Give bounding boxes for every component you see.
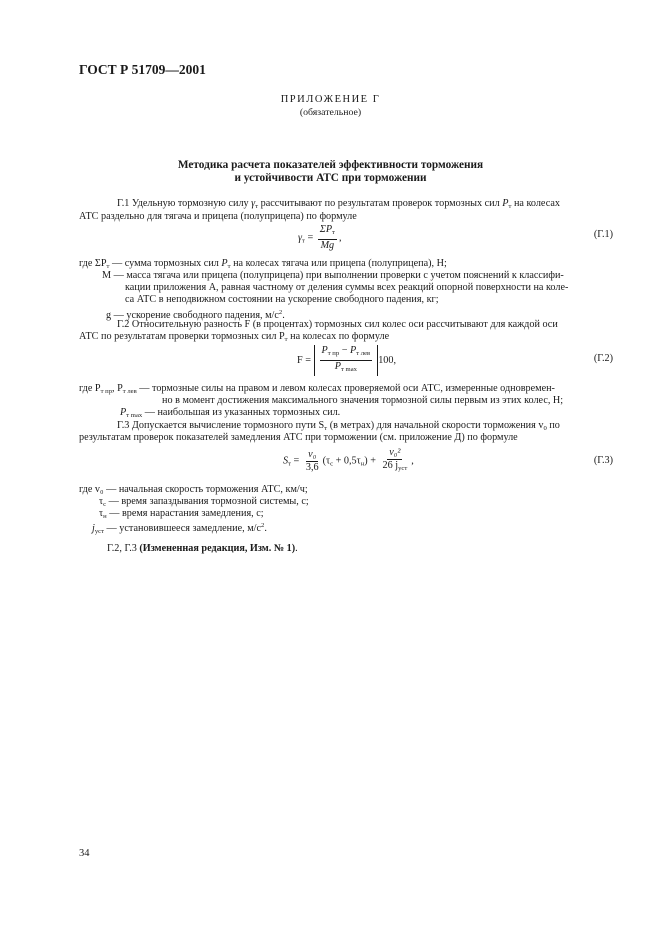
equation-g3-fraction-2: $\frac{\text{v₀²}}{26 j_{уст}}$: [382, 447, 408, 472]
equation-g2: F = $\frac{P_{т пр} - P_{т лев}}{P_{т max}}$ 100,: [297, 345, 396, 376]
standard-header: ГОСТ Р 51709—2001: [79, 62, 206, 77]
equation-g1-number: (Г.1): [593, 229, 613, 240]
where3-row-4: $j_{уст}$ — установившееся замедление, $м/с^2$.: [92, 522, 267, 535]
where2-row-1: где $P_{т пр}$, $P_{т лев}$ — тормозные силы на правом и левом колесах проверяемой оси АТС, измеренные одновремен-: [79, 383, 555, 395]
equation-g1-fraction: $\frac{\Sigma P_т}{Mg}$: [319, 224, 335, 251]
where3-row-1: где v₀ — начальная скорость торможения АТС, км/ч;: [79, 484, 308, 495]
equation-g2-abs: [314, 345, 379, 376]
annex-title: ПРИЛОЖЕНИЕ Г: [280, 94, 381, 105]
para-g1-line-2: АТС раздельно для тягача и прицепа (полуприцепа) по формуле: [79, 211, 357, 222]
where1-row-1: где $\Sigma P_т$ — сумма тормозных сил $P_т$ на колесах тягача или прицепа (полуприцепа), Н;: [79, 258, 447, 270]
amendment-note: Г.2, Г.3 (Измененная редакция, Изм. № 1).: [107, 543, 298, 554]
para-g2-line-2: АТС по результатам проверки тормозных сил $P_т$ на колесах по формуле: [79, 331, 390, 343]
equation-g2-fraction: $\frac{P_{т пр} - P_{т лев}}{P_{т max}}$: [321, 345, 371, 373]
equation-g3-number: (Г.3): [593, 455, 613, 466]
para-g3-line-1: Г.3 Допускается вычисление тормозного пути $S_т$ (в метрах) для начальной скорости торможения $v_0$ по: [117, 420, 560, 432]
para-g1-line-1: Г.1 Удельную тормозную силу $\gamma_т$ рассчитывают по результатам проверок тормозных сил $P_т$ на колесах: [117, 198, 560, 210]
section-title-line-1: Методика расчета показателей эффективности торможения: [177, 159, 484, 171]
para-g3-line-2: результатам проверок показателей замедления АТС при торможении (см. приложение Д) по формуле: [79, 432, 518, 443]
section-title-line-2: и устойчивости АТС при торможении: [234, 172, 427, 184]
where1-row-4: са АТС в неподвижном состоянии на ускорение свободного падения, кг;: [125, 294, 439, 305]
equation-g3-fraction-1: $\frac{\text{v₀}}{3,6}$: [305, 448, 319, 473]
page-number: 34: [79, 848, 90, 859]
para-g2-line-1: Г.2 Относительную разность F (в процентах) тормозных сил колес оси рассчитывают для каждой оси: [117, 319, 558, 330]
where2-row-3: $P_{т max}$ — наибольшая из указанных тормозных сил.: [120, 407, 341, 419]
equation-g2-number: (Г.2): [593, 353, 613, 364]
equation-g3: $S_т$ = $\frac{\text{v₀}}{3,6}$ $(\tau_с + 0,5\tau_н)$ + $\frac{\text{v₀²}}{26 j_{уст}}$ ,: [283, 447, 414, 475]
where2-row-2: но в момент достижения максимального значения тормозной силы первым из этих колес, Н;: [162, 395, 564, 406]
where3-row-3: $\tau_н$ — время нарастания замедления, с;: [99, 508, 264, 520]
annex-status: (обязательное): [299, 107, 362, 118]
where3-row-2: $\tau_с$ — время запаздывания тормозной системы, с;: [99, 496, 309, 508]
where1-row-5: g — ускорение свободного падения, $м/с^2$.: [106, 309, 285, 321]
where1-row-3: кации приложения А, равная частному от деления суммы всех реакций опорной поверхности на коле-: [125, 282, 569, 293]
where1-row-2: M — масса тягача или прицепа (полуприцепа) при выполнении проверки с учетом пояснений к классифи-: [102, 270, 564, 281]
equation-g1: $\gamma_т$ = $\frac{\Sigma P_т}{Mg}$ ,: [298, 224, 342, 251]
